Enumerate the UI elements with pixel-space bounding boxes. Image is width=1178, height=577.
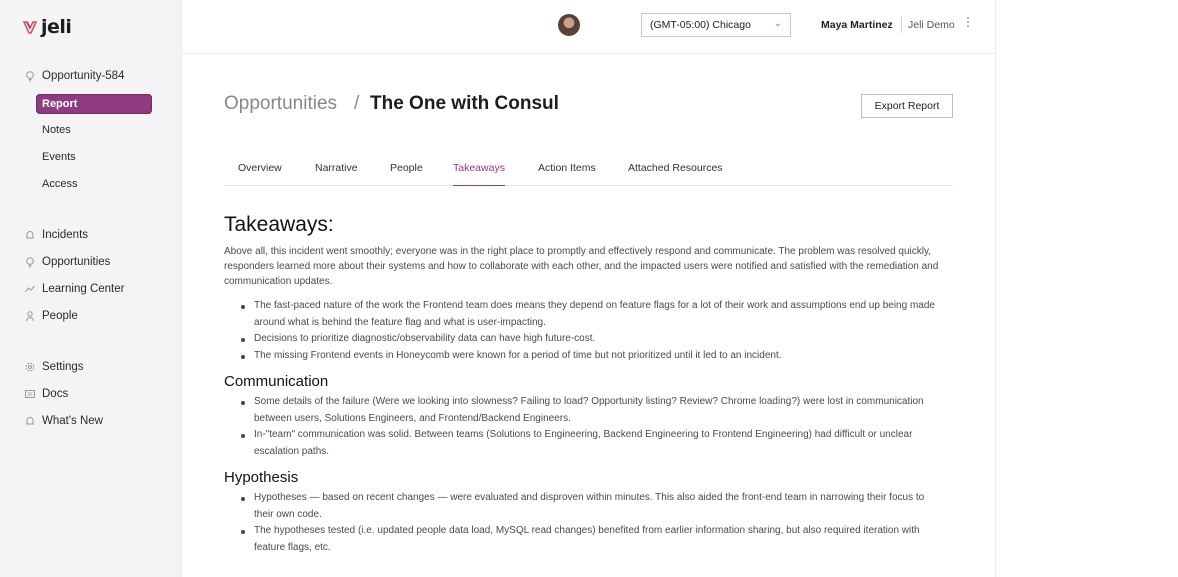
person-icon xyxy=(24,310,36,322)
sidebar-subitem-access[interactable]: Access xyxy=(42,178,78,190)
sidebar-subitem-events[interactable]: Events xyxy=(42,151,76,163)
jeli-logo-icon xyxy=(22,19,38,35)
top-bar xyxy=(182,0,995,54)
user-avatar[interactable] xyxy=(558,14,580,36)
chevron-down-icon: ⌄ xyxy=(773,18,782,29)
timezone-value: (GMT-05:00) Chicago xyxy=(650,19,751,31)
breadcrumb-separator: / xyxy=(354,93,360,114)
sidebar-item-learning-center[interactable] xyxy=(24,279,124,299)
right-panel-divider xyxy=(995,0,996,577)
document-icon xyxy=(24,388,36,400)
sidebar-item-label: Incidents xyxy=(42,229,89,241)
more-options-icon[interactable]: ⋮ xyxy=(962,15,974,29)
breadcrumb-parent[interactable]: Opportunities xyxy=(224,93,338,114)
list-item: The missing Frontend events in Honeycomb were known for a period of time but not prioritized until it led to an incident. xyxy=(254,348,946,365)
communication-heading: Communication xyxy=(224,373,329,390)
hypothesis-list xyxy=(224,490,946,556)
sidebar-opportunity-header[interactable] xyxy=(24,66,124,86)
tab-takeaways[interactable]: Takeaways xyxy=(453,162,505,186)
takeaways-content xyxy=(224,212,946,564)
list-item: Some details of the failure (Were we looking into slowness? Failing to load? Opportunity listing? Review? Chrome loading?) were lost in communication between users, Solutions Engineers, and Frontend/Backend Engineers. xyxy=(254,394,946,427)
timezone-select[interactable] xyxy=(641,13,791,37)
sidebar-item-docs[interactable] xyxy=(24,384,68,404)
sidebar-item-incidents[interactable] xyxy=(24,225,88,245)
logo-text: jeli xyxy=(41,16,72,38)
lightbulb-icon xyxy=(24,256,36,268)
takeaways-heading: Takeaways: xyxy=(224,213,334,236)
sidebar-item-label: Opportunities xyxy=(42,256,111,268)
sidebar-item-label: Docs xyxy=(42,388,69,400)
bell-icon xyxy=(24,415,36,427)
lightbulb-icon xyxy=(24,70,36,82)
sidebar-item-label: What's New xyxy=(42,415,103,427)
list-item: The hypotheses tested (i.e. updated people data load, MySQL read changes) benefited from earlier information sharing, but also required iteration with feature flags, etc. xyxy=(254,523,946,556)
tab-people[interactable]: People xyxy=(390,162,423,174)
tab-overview[interactable]: Overview xyxy=(238,162,282,174)
list-item: Decisions to prioritize diagnostic/observability data can have high future-cost. xyxy=(254,331,946,348)
report-tabs xyxy=(224,160,953,186)
sidebar-subitem-report[interactable]: Report xyxy=(36,94,152,114)
sidebar-item-whats-new[interactable] xyxy=(24,411,103,431)
tab-attached-resources[interactable]: Attached Resources xyxy=(628,162,723,174)
sidebar-item-label: Settings xyxy=(42,361,84,373)
page-title: The One with Consul xyxy=(370,93,559,114)
export-report-button[interactable]: Export Report xyxy=(861,94,953,118)
graph-icon xyxy=(24,283,36,295)
takeaways-intro: Above all, this incident went smoothly; everyone was in the right place to promptly and effectively respond and communicate. The problem was resolved quickly, responders learned more about their systems and how to collaborate with each other, and the impacted users were notified and satisfied with the remediation and communication updates. xyxy=(224,246,939,287)
takeaways-list xyxy=(224,298,946,364)
user-name: Maya Martinez xyxy=(821,19,893,31)
hypothesis-heading: Hypothesis xyxy=(224,469,299,486)
sidebar xyxy=(0,0,182,577)
jeli-logo[interactable] xyxy=(22,16,71,38)
sidebar-item-settings[interactable] xyxy=(24,357,84,377)
sidebar-item-label: Learning Center xyxy=(42,283,125,295)
sidebar-item-opportunities[interactable] xyxy=(24,252,110,272)
tab-action-items[interactable]: Action Items xyxy=(538,162,596,174)
sidebar-subitem-notes[interactable]: Notes xyxy=(42,124,71,136)
header-divider xyxy=(901,17,902,33)
sidebar-item-people[interactable] xyxy=(24,306,78,326)
list-item: The fast-paced nature of the work the Frontend team does means they depend on feature flags for a lot of their work and assumptions end up being made around what is behind the feature flag and what is user-impacting. xyxy=(254,298,946,331)
list-item: In-"team" communication was solid. Between teams (Solutions to Engineering, Backend Engineering to Frontend Engineering) had difficult or unclear escalation paths. xyxy=(254,427,946,460)
gear-icon xyxy=(24,361,36,373)
sidebar-opportunity-label: Opportunity-584 xyxy=(42,70,125,82)
bell-icon xyxy=(24,229,36,241)
org-name[interactable]: Jeli Demo xyxy=(908,19,955,31)
list-item: Hypotheses — based on recent changes — were evaluated and disproven within minutes. This also aided the front-end team in narrowing their focus to their own code. xyxy=(254,490,946,523)
communication-list xyxy=(224,394,946,460)
tab-narrative[interactable]: Narrative xyxy=(315,162,358,174)
sidebar-item-label: People xyxy=(42,310,78,322)
